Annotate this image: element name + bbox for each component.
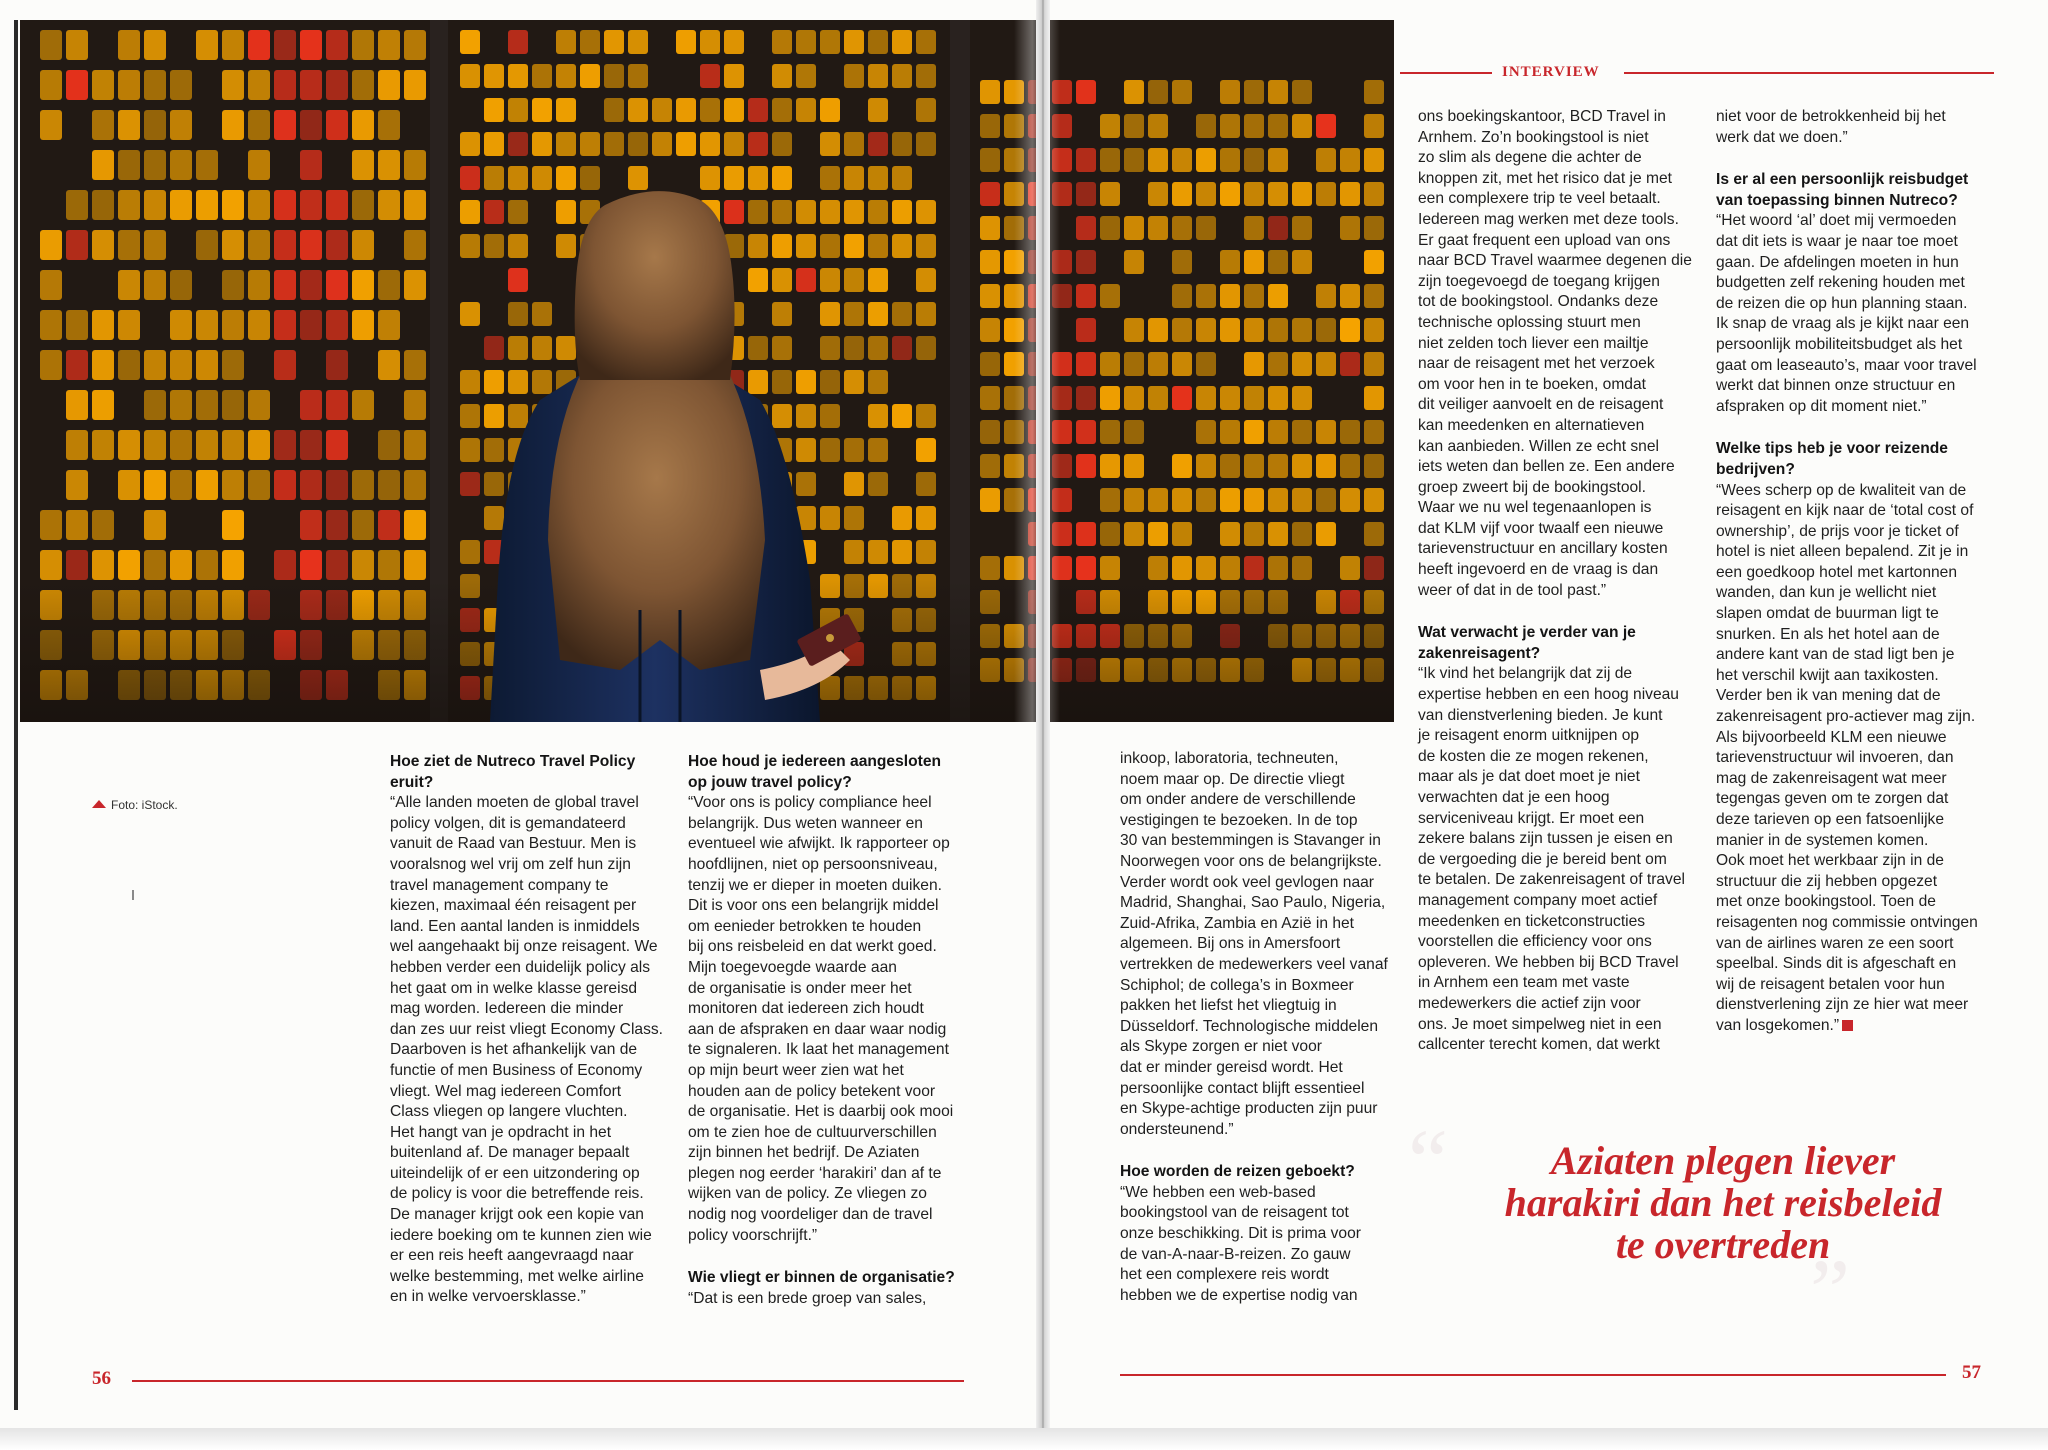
body-text-line: 30 van bestemmingen is Stavanger in xyxy=(1120,832,1381,850)
body-text-line: bij ons reisbeleid en dat werkt goed. xyxy=(688,938,937,956)
body-text-line: het verschil kwijt aan taxikosten. xyxy=(1716,666,1939,684)
body-text-line: tarievenstructuur wil invoeren, dan xyxy=(1716,749,1954,767)
body-text-line: Class vliegen op langere vluchten. xyxy=(390,1103,628,1121)
body-text-line: het een complexere reis wordt xyxy=(1120,1266,1329,1284)
body-text-line: noem maar op. De directie vliegt xyxy=(1120,770,1345,788)
body-text-line: policy voorschrijft.” xyxy=(688,1226,818,1244)
page-number-left: 56 xyxy=(92,1368,111,1389)
body-text-line: vestigingen te bezoeken. In de top xyxy=(1120,811,1358,829)
body-text-line: zijn toegevoegd de toegang krijgen xyxy=(1418,272,1660,290)
body-text-line: callcenter terecht komen, dat werkt xyxy=(1418,1036,1660,1054)
body-text-line: je reisagent enorm uitknijpen op xyxy=(1418,727,1640,745)
body-text-line: een goedkoop hotel met kartonnen xyxy=(1716,563,1958,581)
body-text-line: werkt dat binnen onze structuur en xyxy=(1716,377,1956,395)
body-text-line: ons. Je moet simpelweg niet in een xyxy=(1418,1015,1662,1033)
body-text-line: “Voor ons is policy compliance heel xyxy=(688,794,932,812)
pull-quote-line-1: Aziaten plegen liever xyxy=(1550,1138,1896,1183)
body-text-line: iets weten dan bellen ze. Een andere xyxy=(1418,458,1675,476)
body-text-line: mag de zakenreisagent wat meer xyxy=(1716,769,1947,787)
photo-caption xyxy=(92,798,178,812)
body-text-line: policy volgen, dit is gemandateerd xyxy=(390,814,626,832)
body-text-line: vanuit de Raad van Bestuur. Men is xyxy=(390,835,637,853)
body-text-line: de vergoeding die je bereid bent om xyxy=(1418,850,1667,868)
caption-arrow-icon xyxy=(92,800,106,808)
body-text-line: kiezen, maximaal één reisagent per xyxy=(390,897,637,915)
body-text-line: wijken van de policy. Ze vliegen zo xyxy=(688,1185,927,1203)
body-text-line: werk dat we doen.” xyxy=(1716,128,1848,146)
body-text-line: een complexere trip te veel betaalt. xyxy=(1418,190,1661,208)
body-text-line: ondersteunend.” xyxy=(1120,1120,1234,1138)
body-text-line: niet zelden toch liever een mailtje xyxy=(1418,334,1649,352)
body-text-line: van de airlines waren ze een soort xyxy=(1716,934,1954,952)
body-text-line: en Skype-achtige producten zijn puur xyxy=(1120,1100,1378,1118)
body-text-line: te betalen. De zakenreisagent of travel xyxy=(1418,871,1685,889)
body-text-line: houden aan de policy betekent voor xyxy=(688,1082,936,1100)
body-text-line: opleveren. We hebben bij BCD Travel xyxy=(1418,953,1679,971)
footer-rule-right xyxy=(1120,1374,1946,1376)
body-text-line: nodig nog voordeliger dan de travel xyxy=(688,1206,933,1224)
body-text-line: zo slim als degene die achter de xyxy=(1418,149,1642,167)
body-text-line: dat KLM vijf voor twaalf een nieuwe xyxy=(1418,519,1664,537)
question-heading-line: van toepassing binnen Nutreco? xyxy=(1716,191,1958,209)
body-text-line: Arnhem. Zo’n bookingstool is niet xyxy=(1418,128,1649,146)
body-text-line: de organisatie. Het is daarbij ook mooi xyxy=(688,1103,954,1121)
departure-board-photo xyxy=(20,20,1394,722)
body-text-line: “Alle landen moeten de global travel xyxy=(390,794,639,812)
body-text-line: “Ik vind het belangrijk dat zij de xyxy=(1418,665,1633,683)
body-text-line: persoonlijk mobiliteitsbudget als het xyxy=(1716,335,1963,353)
body-text-line: pakken het liefst het vliegtuig in xyxy=(1120,997,1337,1015)
body-text-line: onze beschikking. Dit is prima voor xyxy=(1120,1225,1361,1243)
body-text-line: Waar we nu wel tegenaanlopen is xyxy=(1418,499,1652,517)
body-text-line: monitoren dat iedereen zich houdt xyxy=(688,1000,924,1018)
body-text-line: om voor hen in te boeken, omdat xyxy=(1418,375,1646,393)
body-text-line: expertise hebben en een hoog niveau xyxy=(1418,686,1679,704)
body-text-line: weer of dat in de tool past.” xyxy=(1418,581,1607,599)
quote-open-mark-icon: “ xyxy=(1408,1112,1448,1211)
footer-rule-left xyxy=(132,1380,964,1382)
body-text-line: Madrid, Shanghai, Sao Paulo, Nigeria, xyxy=(1120,894,1386,912)
article-column-2 xyxy=(688,752,978,1309)
page-number-right: 57 xyxy=(1962,1362,1981,1383)
article-column-1 xyxy=(390,752,680,1308)
body-text-line: uiteindelijk of er een uitzondering op xyxy=(390,1164,640,1182)
body-text-line: zekere balans zijn tussen je eisen en xyxy=(1418,830,1673,848)
body-text-line: om eenieder betrokken te houden xyxy=(688,917,922,935)
body-text-line: dat er minder gereisd wordt. Het xyxy=(1120,1058,1343,1076)
question-heading-line: eruit? xyxy=(390,773,434,791)
body-text-line: welke bestemming, met welke airline xyxy=(390,1267,644,1285)
header-rule-right xyxy=(1624,72,1994,74)
paragraph-gap xyxy=(1418,601,1708,623)
question-heading-line: zakenreisagent? xyxy=(1418,644,1541,662)
body-text-line: tarievenstructuur en ancillary kosten xyxy=(1418,540,1668,558)
body-text-line: dit veiliger aanvoelt en de reisagent xyxy=(1418,396,1664,414)
body-text-line: voorstellen die efficiency voor ons xyxy=(1418,933,1652,951)
body-text-line: eventueel wie afwijkt. Ik rapporteer op xyxy=(688,835,950,853)
body-text-line: dan zes uur reist vliegt Economy Class. xyxy=(390,1020,664,1038)
paragraph-gap xyxy=(1120,1140,1410,1162)
body-text-line: “We hebben een web-based xyxy=(1120,1183,1316,1201)
body-text-line: verwachten dat je een hoog xyxy=(1418,789,1610,806)
body-text-line: Mijn toegevoegde waarde aan xyxy=(688,958,897,976)
body-text-line: mag worden. Iedereen die minder xyxy=(390,1000,624,1018)
body-text-line: wel aangehaakt bij onze reisagent. We xyxy=(390,938,658,956)
body-text-line: deze tarieven op een fatsoenlijke xyxy=(1716,811,1944,828)
body-text-line: dat dit iets is waar je naar toe moet xyxy=(1716,232,1958,250)
question-heading-line: Hoe houd je iedereen aangesloten xyxy=(688,753,942,770)
body-text-line: hotel is niet alleen bepalend. Zit je in xyxy=(1716,543,1969,561)
body-text-line: structuur die zij hebben opgezet xyxy=(1716,872,1938,890)
body-text-line: Dit is voor ons een belangrijk middel xyxy=(688,897,939,915)
body-text-line: Iedereen mag werken met deze tools. xyxy=(1418,210,1679,228)
body-text-line: van losgekomen.” xyxy=(1716,1016,2006,1037)
article-column-5 xyxy=(1716,107,2006,1037)
body-text-line: speelbal. Sinds dit is afgeschaft en xyxy=(1716,955,1957,973)
body-text-line: heeft ingevoerd en de vraag is dan xyxy=(1418,561,1659,579)
body-text-line: kan aanbieden. Willen ze echt snel xyxy=(1418,437,1659,455)
body-text-line: Noorwegen voor ons de belangrijkste. xyxy=(1120,852,1382,870)
body-text-line: vertrekken de medewerkers veel vanaf xyxy=(1120,955,1388,973)
body-text-line: naar de reisagent met het verzoek xyxy=(1418,355,1655,373)
body-text-line: De manager krijgt ook een kopie van xyxy=(390,1206,644,1224)
body-text-line: management company moet actief xyxy=(1418,891,1658,909)
body-text-line: ons boekingskantoor, BCD Travel in xyxy=(1418,108,1666,125)
body-text-line: kan meedenken en alternatieven xyxy=(1418,416,1645,434)
body-text-line: hebben we de expertise nodig van xyxy=(1120,1286,1358,1304)
body-text-line: travel management company te xyxy=(390,876,609,894)
article-column-4 xyxy=(1418,107,1708,1056)
page-bottom-shadow xyxy=(0,1428,2048,1450)
question-heading-line: Hoe worden de reizen geboekt? xyxy=(1120,1163,1355,1181)
header-rule-left xyxy=(1400,72,1492,74)
body-text-line: bookingstool van de reisagent tot xyxy=(1120,1204,1349,1222)
body-text-line: iedere boeking om te kunnen zien wie xyxy=(390,1226,652,1244)
body-text-line: persoonlijke contact blijft essentieel xyxy=(1120,1079,1365,1097)
body-text-line: Daarboven is het afhankelijk van de xyxy=(390,1041,638,1059)
body-text-line: land. Een aantal landen is inmiddels xyxy=(390,917,640,935)
body-text-line: tegengas geven om te zorgen dat xyxy=(1716,790,1949,808)
body-text-line: “Dat is een brede groep van sales, xyxy=(688,1289,927,1307)
body-text-line: als Skype zorgen er niet voor xyxy=(1120,1038,1322,1056)
body-text-line: Er gaat frequent een upload van ons xyxy=(1418,231,1671,249)
body-text-line: in Arnhem een team met vaste xyxy=(1418,974,1630,992)
body-text-line: om onder andere de verschillende xyxy=(1120,791,1356,809)
pull-quote xyxy=(1418,1140,2028,1266)
body-text-line: “Het woord ‘al’ doet mij vermoeden xyxy=(1716,212,1957,230)
body-text-line: zakenreisagent pro-actiever mag zijn. xyxy=(1716,708,1976,726)
body-text-line: om te zien hoe de cultuurverschillen xyxy=(688,1123,937,1141)
body-text-line: vliegt. Wel mag iedereen Comfort xyxy=(390,1082,622,1100)
body-text-line: functie of men Business of Economy xyxy=(390,1061,643,1079)
paragraph-gap xyxy=(688,1246,978,1268)
body-text-line: buitenland af. De manager bepaalt xyxy=(390,1144,630,1162)
article-column-3 xyxy=(1120,749,1410,1306)
body-text-line: algemeen. Bij ons in Amersfoort xyxy=(1120,935,1341,953)
body-text-line: Ik snap de vraag als je kijkt naar een xyxy=(1716,315,1970,333)
magazine-spine xyxy=(1036,0,1050,1450)
body-text-line: dienstverlening zijn ze hier wat meer xyxy=(1716,996,1969,1014)
body-text-line: medewerkers die actief zijn voor xyxy=(1418,994,1641,1012)
body-text-line: belangrijk. Dus weten wanneer en xyxy=(688,814,923,832)
body-text-line: reisagenten nog commissie ontvingen xyxy=(1716,913,1978,931)
margin-mark xyxy=(132,890,134,900)
body-text-line: snurken. En als het hotel aan de xyxy=(1716,625,1940,643)
body-text-line: slapen omdat de buurman ligt te xyxy=(1716,605,1939,623)
body-text-line: Ook moet het werkbaar zijn in de xyxy=(1716,852,1944,870)
body-text-line: andere kant van de stad ligt ben je xyxy=(1716,646,1955,664)
body-text-line: Zuid-Afrika, Zambia en Azië in het xyxy=(1120,914,1355,932)
body-text-line: naar BCD Travel waarmee degenen die xyxy=(1418,252,1692,270)
body-text-line: plegen nog eerder ‘harakiri’ dan af te xyxy=(688,1164,942,1182)
body-text-line: met onze bookingstool. Toen de xyxy=(1716,893,1936,911)
body-text-line: de kosten die ze mogen rekenen, xyxy=(1418,747,1649,765)
body-text-line: inkoop, laboratoria, techneuten, xyxy=(1120,750,1339,767)
body-text-line: budgetten zelf rekening houden met xyxy=(1716,274,1965,292)
body-text-line: de van-A-naar-B-reizen. Zo gauw xyxy=(1120,1245,1351,1263)
body-text-line: meedenken en ticketconstructies xyxy=(1418,912,1646,930)
question-heading-line: bedrijven? xyxy=(1716,460,1795,478)
body-text-line: aan de afspraken en daar waar nodig xyxy=(688,1020,947,1038)
body-text-line: wanden, dan kun je wellicht niet xyxy=(1716,584,1937,602)
pull-quote-line-3: te overtreden xyxy=(1615,1222,1831,1267)
body-text-line: manier in de systemen komen. xyxy=(1716,831,1929,849)
body-text-line: maar als je dat doet moet je niet xyxy=(1418,768,1640,786)
left-page-edge xyxy=(14,20,18,1410)
body-text-line: Schiphol; de collega’s in Boxmeer xyxy=(1120,976,1354,994)
departure-board-illustration xyxy=(20,20,1394,722)
body-text-line: de reizen die op hun planning staan. xyxy=(1716,294,1968,312)
body-text-line: groep zweert bij de bookingstool. xyxy=(1418,478,1646,496)
paragraph-gap xyxy=(1716,417,2006,439)
body-text-line: de policy is voor die betreffende reis. xyxy=(390,1185,644,1203)
body-text-line: knoppen zit, met het risico dat je met xyxy=(1418,169,1672,187)
body-text-line: reisagent en kijk naar de ‘total cost of xyxy=(1716,502,1974,520)
paragraph-gap xyxy=(1716,148,2006,170)
caption-text: Foto: iStock. xyxy=(111,798,178,812)
body-text-line: van dienstverlening bieden. Je kunt xyxy=(1418,706,1663,724)
body-text-line: en in welke vervoersklasse.” xyxy=(390,1288,586,1306)
body-text-line: niet voor de betrokkenheid bij het xyxy=(1716,108,1946,125)
body-text-line: vooralsnog wel vrij om zelf hun zijn xyxy=(390,855,631,873)
question-heading-line: Hoe ziet de Nutreco Travel Policy xyxy=(390,753,636,770)
body-text-line: er een reis heeft aangevraagd naar xyxy=(390,1247,634,1265)
question-heading-line: Is er al een persoonlijk reisbudget xyxy=(1716,171,1969,189)
article-end-square-icon xyxy=(1842,1020,1853,1031)
body-text-line: hebben verder een duidelijk policy als xyxy=(390,958,651,976)
body-text-line: tenzij we er dieper in moeten duiken. xyxy=(688,876,942,894)
question-heading-line: op jouw travel policy? xyxy=(688,773,852,791)
body-text-line: Verder wordt ook veel gevlogen naar xyxy=(1120,873,1374,891)
body-text-line: afspraken op dit moment niet.” xyxy=(1716,397,1927,415)
body-text-line: Düsseldorf. Technologische middelen xyxy=(1120,1017,1379,1035)
body-text-line: serviceniveau krijgt. Er moet een xyxy=(1418,809,1645,827)
question-heading-line: Wat verwacht je verder van je xyxy=(1418,624,1636,642)
body-text-line: het gaat om in welke klasse gereisd xyxy=(390,979,638,997)
body-text-line: Verder ben ik van mening dat de xyxy=(1716,687,1941,705)
body-text-line: “Wees scherp op de kwaliteit van de xyxy=(1716,481,1967,499)
question-heading-line: Welke tips heb je voor reizende xyxy=(1716,440,1948,458)
body-text-line: te signaleren. Ik laat het management xyxy=(688,1041,949,1059)
quote-close-mark-icon: ” xyxy=(1810,1242,1850,1341)
body-text-line: gaan. De afdelingen moeten in hun xyxy=(1716,253,1959,271)
section-label: INTERVIEW xyxy=(1502,64,1600,80)
body-text-line: technische oplossing stuurt men xyxy=(1418,313,1641,331)
body-text-line: op mijn beurt weer zien wat het xyxy=(688,1061,904,1079)
body-text-line: hoofdlijnen, niet op persoonsniveau, xyxy=(688,855,938,873)
body-text-line: tot de bookingstool. Ondanks deze xyxy=(1418,293,1659,311)
body-text-line: Als bijvoorbeeld KLM een nieuwe xyxy=(1716,728,1947,746)
body-text-line: de organisatie is onder meer het xyxy=(688,979,912,997)
question-heading-line: Wie vliegt er binnen de organisatie? xyxy=(688,1269,955,1287)
body-text-line: gaat om leaseauto’s, maar voor travel xyxy=(1716,356,1977,374)
body-text-line: wij de reisagent betalen voor hun xyxy=(1716,975,1945,993)
body-text-line: ownership’, de prijs voor je ticket of xyxy=(1716,522,1959,540)
pull-quote-line-2: harakiri dan het reisbeleid xyxy=(1504,1180,1942,1225)
body-text-line: Het hangt van je opdracht in het xyxy=(390,1123,612,1141)
body-text-line: zijn binnen het bedrijf. De Aziaten xyxy=(688,1144,920,1162)
